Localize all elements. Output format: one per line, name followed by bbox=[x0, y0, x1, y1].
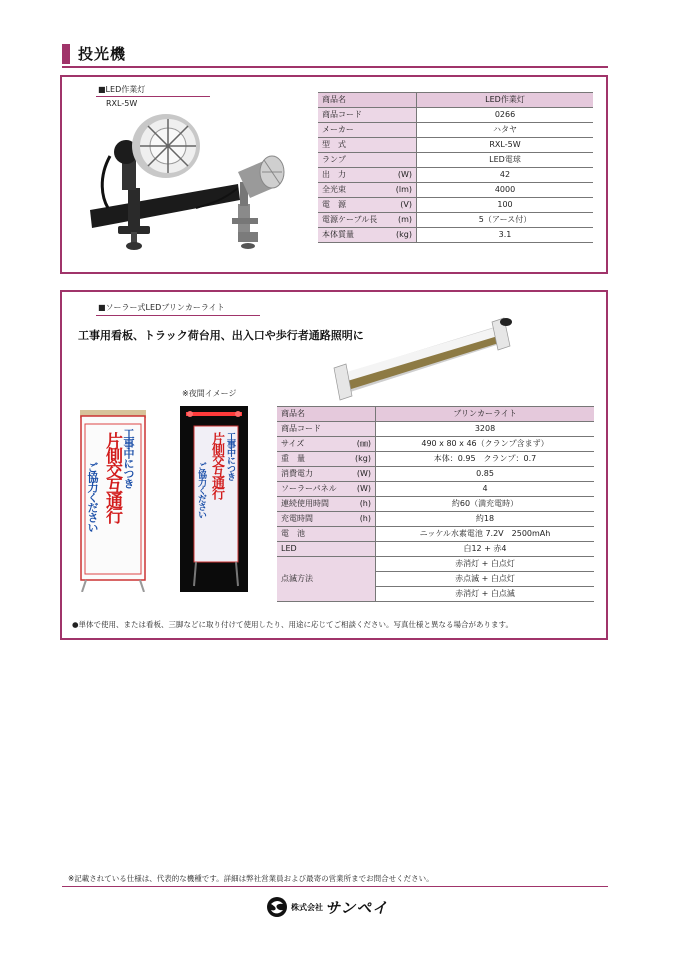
blink-mode-option: 赤点滅 + 白点灯 bbox=[376, 572, 595, 587]
spec-row bbox=[277, 467, 594, 482]
blinker-spec-table bbox=[277, 406, 594, 602]
sign-line-1: 工事中につき bbox=[122, 428, 135, 488]
spec-value: ニッケル水素電池 7.2V 2500mAh bbox=[376, 527, 595, 542]
spec-key-text: 商品名 bbox=[322, 95, 346, 104]
night-sign-line-3: ご協力ください bbox=[196, 462, 206, 518]
spec-key-text: 電 源 bbox=[322, 200, 346, 209]
spec-key-text: 消費電力 bbox=[281, 469, 313, 478]
spec-unit: (㎜) bbox=[356, 439, 371, 448]
spec-key-text: 重 量 bbox=[281, 454, 305, 463]
led-spec-table bbox=[318, 92, 593, 243]
spec-value: 本体：0.95 クランプ：0.7 bbox=[376, 452, 595, 467]
spec-key-text: 全光束 bbox=[322, 185, 346, 194]
spec-key-text: 本体質量 bbox=[322, 230, 354, 239]
spec-unit: (m) bbox=[397, 215, 412, 224]
spec-row bbox=[277, 422, 594, 437]
spec-value: LED作業灯 bbox=[417, 93, 594, 108]
spec-key bbox=[277, 497, 376, 512]
spec-unit: (h) bbox=[359, 499, 371, 508]
spec-key bbox=[318, 123, 417, 138]
spec-value: 3.1 bbox=[417, 228, 594, 243]
usage-note: ●単体で使用、または看板、三脚などに取り付けて使用したり、用途に応じてご相談ください。写真仕様と異なる場合があります。 bbox=[72, 620, 513, 629]
spec-value: LED電球 bbox=[417, 153, 594, 168]
spec-key-text: ソーラーパネル bbox=[281, 484, 337, 493]
led-work-light-photo bbox=[88, 108, 288, 258]
spec-unit: (lm) bbox=[395, 185, 412, 194]
spec-row bbox=[277, 482, 594, 497]
spec-row bbox=[277, 497, 594, 512]
spec-key-text: 商品コード bbox=[281, 424, 321, 433]
spec-value: 5（アース付） bbox=[417, 213, 594, 228]
sign-line-3: ご協力ください bbox=[86, 462, 99, 532]
spec-row bbox=[318, 228, 593, 243]
spec-unit: (kg) bbox=[396, 230, 412, 239]
company-prefix: 株式会社 bbox=[291, 903, 323, 912]
spec-row bbox=[277, 512, 594, 527]
spec-key bbox=[318, 93, 417, 108]
spec-key bbox=[318, 228, 417, 243]
section-underline bbox=[96, 315, 260, 316]
spec-unit: (kg) bbox=[355, 454, 371, 463]
spec-key-text: 充電時間 bbox=[281, 514, 313, 523]
spec-row bbox=[277, 557, 594, 572]
spec-row bbox=[318, 168, 593, 183]
spec-value: RXL-5W bbox=[417, 138, 594, 153]
spec-key bbox=[318, 108, 417, 123]
spec-unit: (W) bbox=[397, 170, 412, 179]
spec-row bbox=[318, 93, 593, 108]
spec-key bbox=[277, 542, 376, 557]
spec-value: 0266 bbox=[417, 108, 594, 123]
spec-key bbox=[277, 512, 376, 527]
spec-key bbox=[277, 527, 376, 542]
title-rule bbox=[62, 66, 608, 68]
spec-value: ハタヤ bbox=[417, 123, 594, 138]
blink-mode-option: 赤消灯 + 白点灯 bbox=[376, 557, 595, 572]
spec-value: ブリンカーライト bbox=[376, 407, 595, 422]
spec-row bbox=[277, 437, 594, 452]
blink-mode-label: 点滅方法 bbox=[277, 557, 376, 602]
spec-value: 白12 + 赤4 bbox=[376, 542, 595, 557]
spec-row bbox=[318, 183, 593, 198]
section-label-led: ■LED作業灯 bbox=[98, 85, 146, 94]
night-sign-photo bbox=[180, 406, 248, 592]
page-title: 投光機 bbox=[78, 45, 127, 63]
spec-value: 約60（満充電時） bbox=[376, 497, 595, 512]
spec-unit: (W) bbox=[356, 484, 371, 493]
spec-row bbox=[318, 108, 593, 123]
spec-row bbox=[318, 153, 593, 168]
spec-key-text: 電 池 bbox=[281, 529, 305, 538]
spec-row bbox=[318, 123, 593, 138]
spec-value: 100 bbox=[417, 198, 594, 213]
spec-row bbox=[318, 213, 593, 228]
spec-key bbox=[318, 183, 417, 198]
company-logo bbox=[266, 896, 416, 920]
spec-key bbox=[277, 437, 376, 452]
title-marker bbox=[62, 44, 70, 64]
section-label-solar: ■ソーラー式LEDブリンカーライト bbox=[98, 303, 225, 312]
spec-value: 4000 bbox=[417, 183, 594, 198]
spec-value: 0.85 bbox=[376, 467, 595, 482]
spec-key bbox=[318, 198, 417, 213]
section-underline bbox=[96, 96, 210, 97]
spec-unit: (h) bbox=[359, 514, 371, 523]
spec-key bbox=[277, 482, 376, 497]
spec-key bbox=[318, 153, 417, 168]
footer-rule bbox=[62, 886, 608, 887]
blink-mode-option: 赤消灯 + 白点滅 bbox=[376, 587, 595, 602]
spec-key bbox=[318, 168, 417, 183]
spec-key bbox=[277, 452, 376, 467]
spec-key-text: 電源ケーブル長 bbox=[322, 215, 378, 224]
sanpei-logo-icon bbox=[266, 896, 288, 918]
spec-row bbox=[277, 542, 594, 557]
spec-key bbox=[277, 467, 376, 482]
spec-key-text: 出 力 bbox=[322, 170, 346, 179]
spec-key bbox=[318, 138, 417, 153]
night-image-caption: ※夜間イメージ bbox=[182, 389, 237, 398]
spec-key-text: サイズ bbox=[281, 439, 305, 448]
spec-key-text: 商品コード bbox=[322, 110, 362, 119]
spec-key bbox=[318, 213, 417, 228]
spec-key-text: ランプ bbox=[322, 155, 346, 164]
day-sign-photo bbox=[80, 410, 146, 592]
spec-row bbox=[277, 527, 594, 542]
spec-key-text: 連続使用時間 bbox=[281, 499, 329, 508]
spec-value: 42 bbox=[417, 168, 594, 183]
spec-key-text: 商品名 bbox=[281, 409, 305, 418]
spec-key bbox=[277, 422, 376, 437]
spec-value: 4 bbox=[376, 482, 595, 497]
model-label: RXL-5W bbox=[106, 99, 138, 108]
spec-row bbox=[318, 138, 593, 153]
footer-note: ※記載されている仕様は、代表的な機種です。詳細は弊社営業員および最寄の営業所までお問合せください。 bbox=[68, 874, 434, 883]
spec-key-text: LED bbox=[281, 544, 297, 553]
spec-row bbox=[277, 452, 594, 467]
company-name: サンペイ bbox=[325, 899, 389, 917]
spec-row bbox=[318, 198, 593, 213]
spec-value: 約18 bbox=[376, 512, 595, 527]
spec-row bbox=[277, 407, 594, 422]
night-sign-line-2: 片側交互通行 bbox=[209, 432, 224, 498]
blinker-light-photo bbox=[330, 312, 515, 402]
spec-key bbox=[277, 407, 376, 422]
spec-unit: (V) bbox=[400, 200, 412, 209]
spec-key-text: メーカー bbox=[322, 125, 354, 134]
spec-value: 3208 bbox=[376, 422, 595, 437]
catchphrase: 工事用看板、トラック荷台用、出入口や歩行者通路照明に bbox=[78, 329, 364, 342]
spec-value: 490 x 80 x 46（クランプ含まず） bbox=[376, 437, 595, 452]
spec-unit: (W) bbox=[356, 469, 371, 478]
night-sign-line-1: 工事中につき bbox=[225, 432, 235, 480]
sign-line-2: 片側交互通行 bbox=[102, 432, 122, 522]
spec-key-text: 型 式 bbox=[322, 140, 346, 149]
